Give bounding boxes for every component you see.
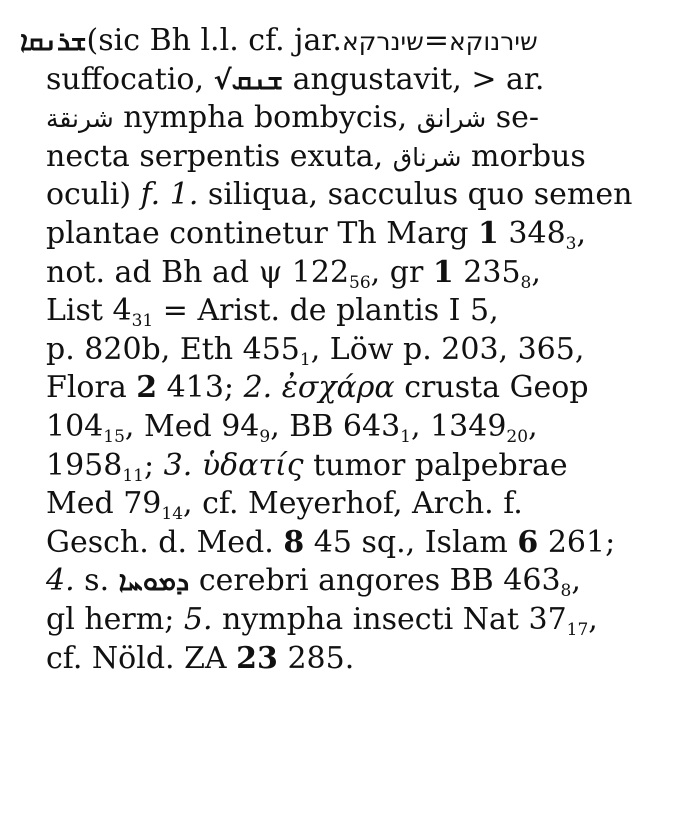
gloss-oculi: oculi) [46,177,132,213]
ref-text: , cf. Meyerhof, Arch. f. [183,486,523,522]
entry-line-15 [46,562,659,601]
volume-number: 2 [136,370,158,406]
greek-word-2: ὑδατίς [201,447,304,483]
ref-text: , BB 643 [270,408,401,444]
line-subscript: 9 [259,426,271,447]
entry-line-12 [46,447,659,486]
page-number: 348 [508,215,566,251]
volume-number: 8 [283,524,305,560]
sense-number-5: 5. [183,601,213,637]
hebrew-form-1: שירנוקא [448,27,538,56]
ref-text: gl herm; [46,601,175,637]
line-subscript: 8 [520,272,532,293]
entry-line-17 [46,640,659,679]
ref-text: plantae continetur Th Marg [46,215,469,251]
arabic-ref: > ar. [471,61,545,97]
page-number: 235 [463,254,521,290]
line-subscript: 11 [122,465,144,486]
arabic-word-3: شرناق [392,142,462,172]
gloss-senecta: necta serpentis exuta, [46,138,384,174]
arabic-word-2: شرانق [416,104,487,134]
gloss-morbus: morbus [471,138,586,174]
ref-text: = Arist. de plantis I 5, [162,293,499,329]
sense-number-2: 2. [243,370,273,406]
sense-5-text: nympha insecti Nat 37 [222,601,567,637]
punct: , [576,215,587,251]
equals-sign: = [423,23,449,58]
headword-syriac: ܫܪܢܩܐ [20,26,87,57]
page-number: 1958 [46,447,123,483]
ref-text: cf. Nöld. ZA [46,640,227,676]
sense-4-text: cerebri angores BB 463 [198,563,561,599]
ref-text: p. 820b, Eth 455 [46,331,300,367]
ref-text: 45 sq., Islam [313,524,508,560]
sense-1-text: siliqua, sacculus quo semen [207,177,633,213]
ref-text: s. [84,563,110,599]
entry-line-7 [46,254,659,293]
ref-text: , Löw p. 203, 365, [310,331,585,367]
entry-line-6 [46,215,659,254]
gender-label: f. [140,177,161,213]
sense-number-4: 4. [46,563,75,599]
root-syriac: √ܫܢܩ [213,64,284,96]
sense-2-text: crusta Geop [404,370,589,406]
line-subscript: 31 [131,311,154,332]
ref-text: Gesch. d. Med. [46,524,274,560]
volume-number: 23 [236,640,278,676]
entry-line-2 [46,61,659,100]
page-number: 413; [166,370,235,406]
line-subscript: 17 [566,619,589,640]
gloss-suffocatio: suffocatio, [46,61,205,97]
entry-line-5 [46,176,659,215]
line-subscript: 56 [349,272,371,293]
line-subscript: 15 [103,426,125,447]
sense-number-3: 3. [163,447,193,483]
entry-line-8 [46,292,659,331]
line-subscript: 8 [560,581,572,602]
entry-line-16 [46,601,659,640]
punct: , [588,601,598,637]
punct: ; [144,447,155,483]
gloss-se: se- [495,100,540,136]
entry-line-3 [46,99,659,138]
ref-text: Flora [46,370,127,406]
page-number: 122 [291,254,350,290]
page-number: 261; [547,524,616,560]
ref-text: , Med 94 [124,408,260,444]
punct: , [528,408,538,444]
volume-number: 1 [432,254,454,290]
ref-text: not. ad Bh ad [46,254,250,290]
ref-text: Med 79 [46,486,162,522]
greek-word-1: ἐσχάρα [281,370,395,406]
entry-line-10 [46,369,659,408]
volume-number: 6 [517,524,539,560]
line-subscript: 1 [400,426,411,447]
sense-number-1: 1. [169,177,199,213]
ref-text: , gr [370,254,424,290]
gloss-nympha-bombycis: nympha bombycis, [123,100,408,136]
sense-3-text: tumor palpebrae [313,447,568,483]
volume-number: 1 [477,215,499,251]
gloss-angustavit: angustavit, [292,61,462,97]
entry-line-9 [46,331,659,370]
line-subscript: 14 [161,504,184,525]
entry-line-4 [46,138,659,177]
line-subscript: 3 [565,233,577,254]
ref-text: List 4 [46,293,132,329]
entry-line-1 [20,22,659,61]
entry-line-14 [46,524,659,563]
syriac-word: ܕܡܘܚܐ [118,566,190,598]
hebrew-form-2: שינרקא [341,27,424,56]
psi-symbol: ψ [258,254,283,290]
entry-line-11 [46,408,659,447]
arabic-word-1: شرنقة [46,104,114,134]
page-number: 104 [46,408,104,444]
line-subscript: 1 [299,349,311,370]
punct: , [571,563,581,599]
etym-open: (sic Bh l.l. cf. jar. [86,23,342,58]
page-number: 285. [287,640,355,676]
line-subscript: 20 [506,426,529,447]
punct: , [531,254,541,290]
entry-line-13 [46,485,659,524]
ref-text: , 1349 [411,408,507,444]
